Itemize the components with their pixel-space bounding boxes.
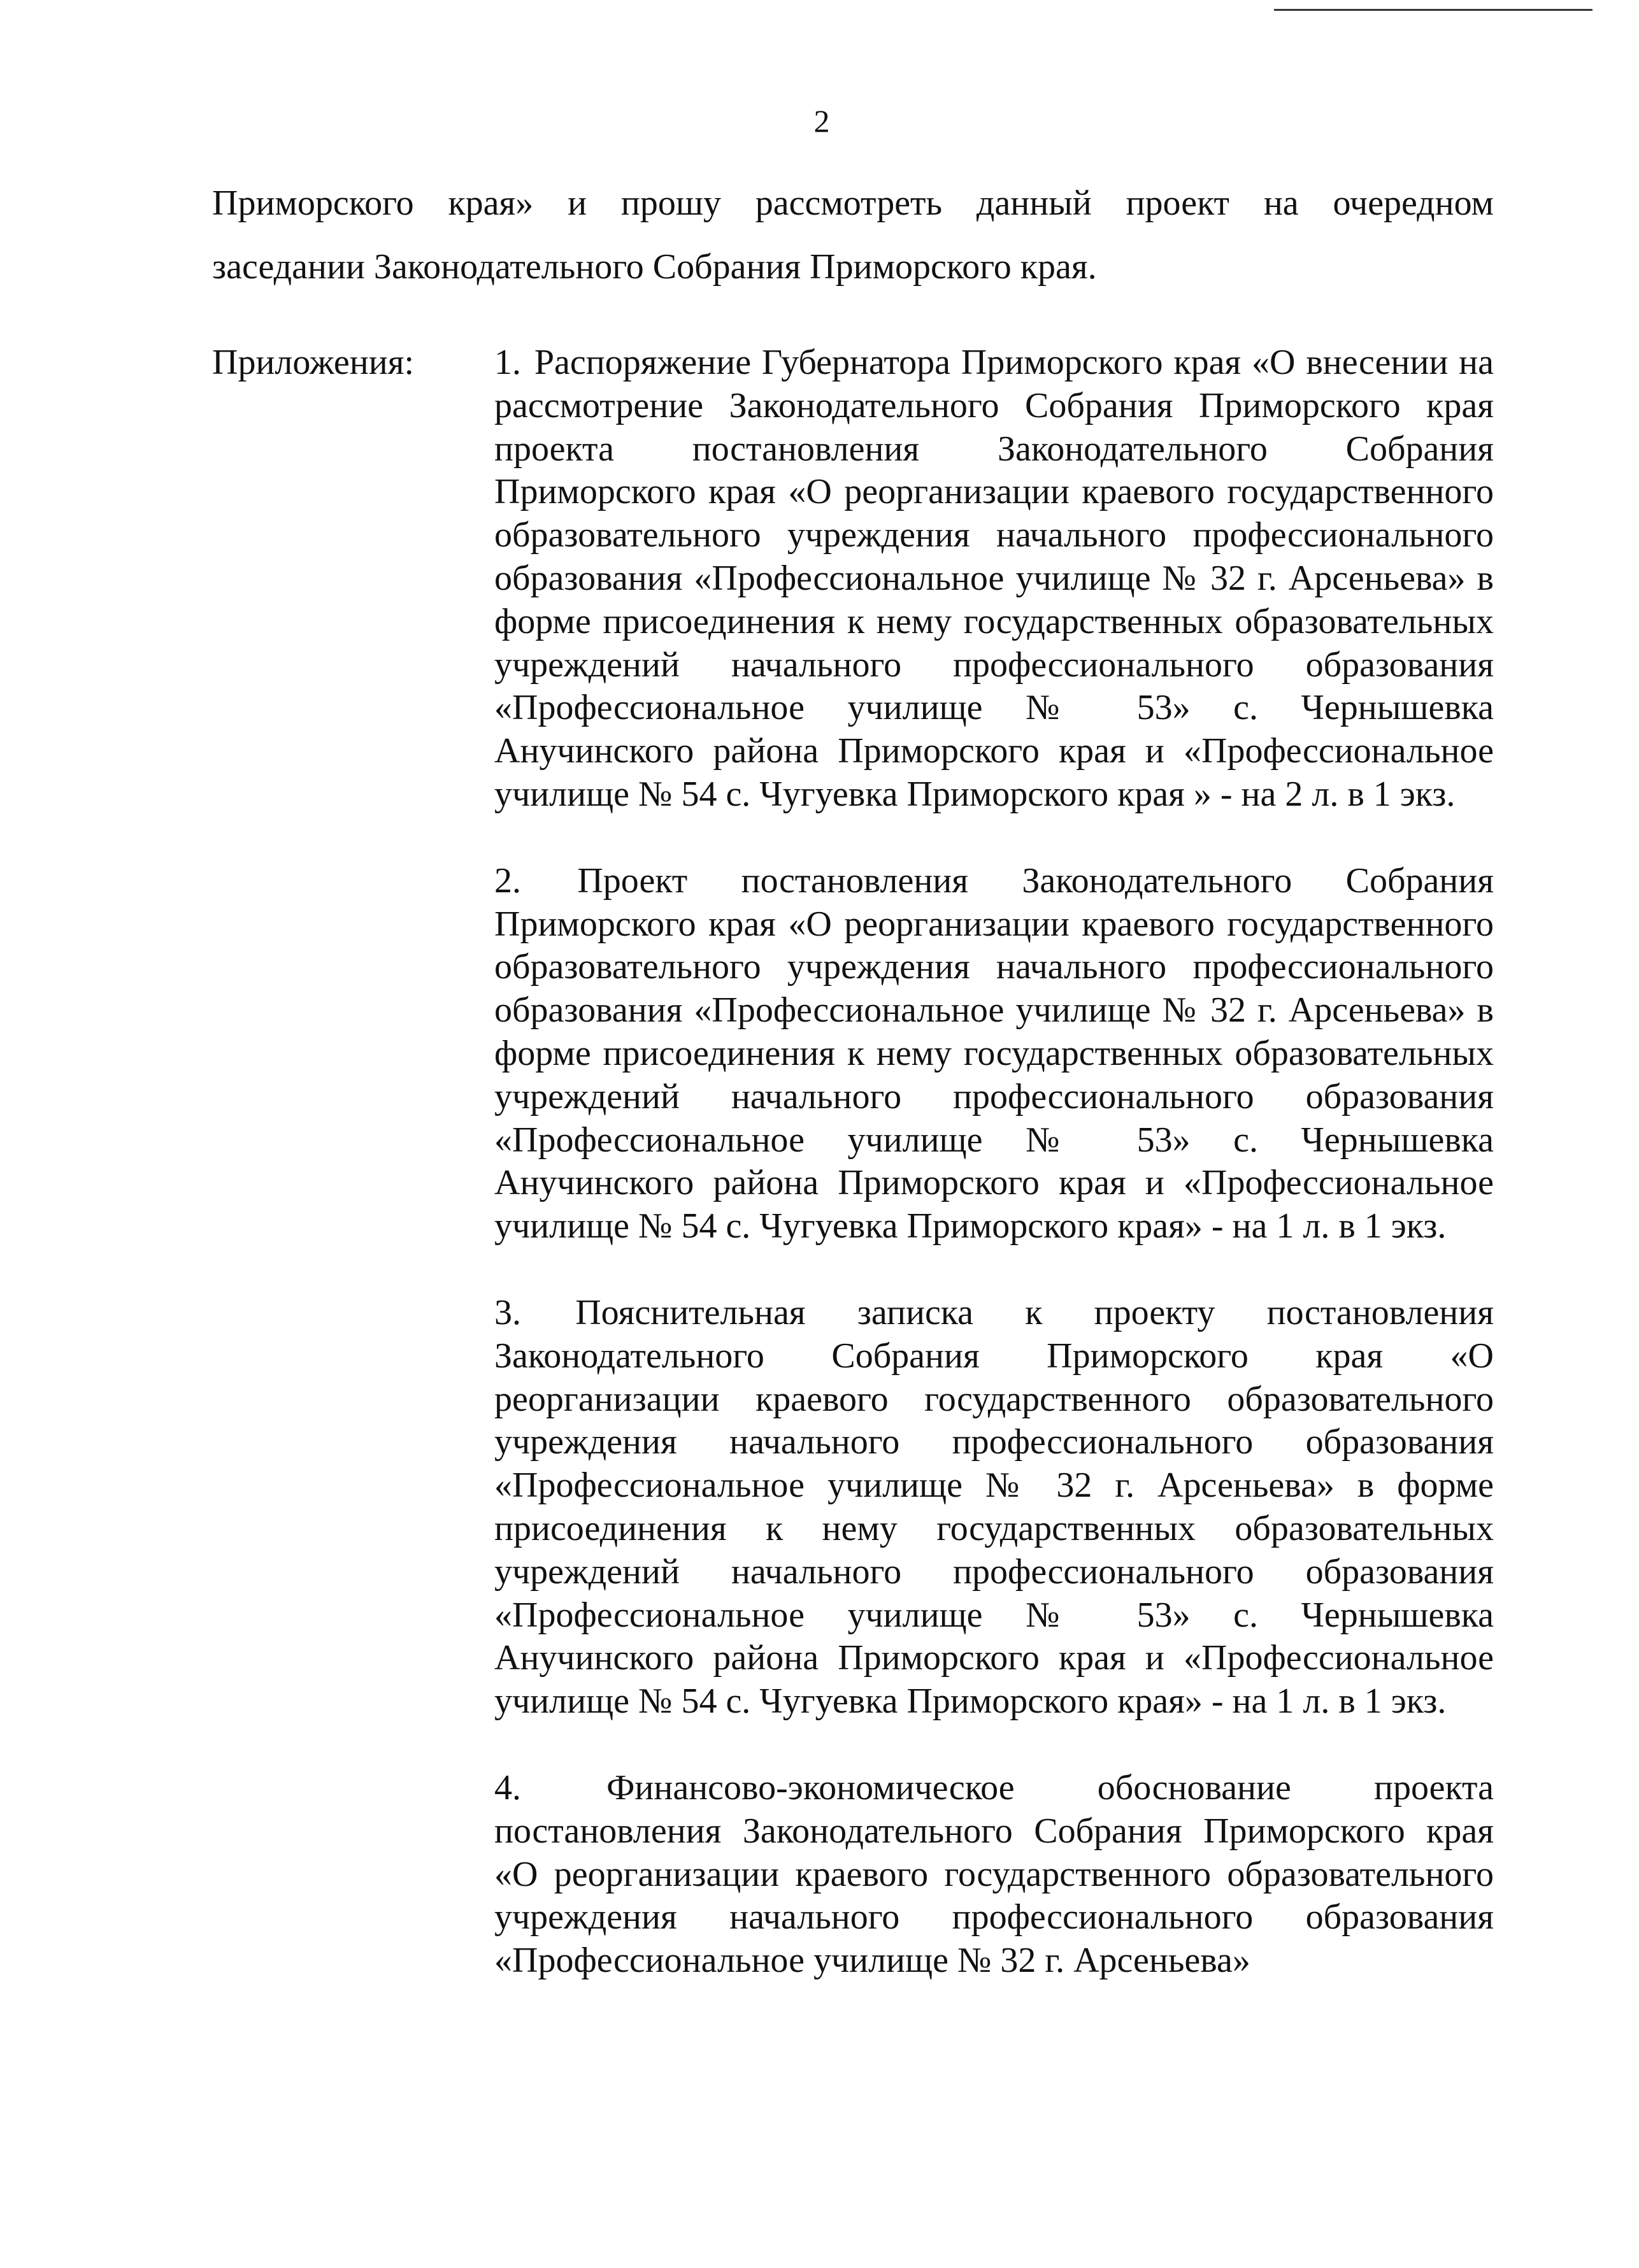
attachment-text: Пояснительная записка к проекту постановления Законодательного Собрания Приморского края «О реорганизации краевого государственного образовательного учреждения начального профессионального образования «Профессиональное училище № 32 г. Арсеньева» в форме присоединения к нему государственных образовательных учреждений начального профессионального образования «Профессиональное училище № 53» с. Чернышевка Анучинского района Приморского края и «Профессиональное училище № 54 с. Чугуевка Приморского края» - на 1 л. в 1 экз. <box>494 1292 1494 1722</box>
attachment-number: 3. <box>494 1292 521 1332</box>
attachment-number: 4. <box>494 1767 521 1808</box>
intro-paragraph-line-1: Приморского края» и прошу рассмотреть данный проект на очередном <box>212 183 1494 223</box>
attachment-text: Проект постановления Законодательного Собрания Приморского края «О реорганизации краевого государственного образовательного учреждения начального профессионального образования «Профессиональное училище № 32 г. Арсеньева» в форме присоединения к нему государственных образовательных учреждений начального профессионального образования «Профессиональное училище № 53» с. Чернышевка Анучинского района Приморского края и «Профессиональное училище № 54 с. Чугуевка Приморского края» - на 1 л. в 1 экз. <box>494 860 1494 1246</box>
intro-paragraph-line-2: заседании Законодательного Собрания Приморского края. <box>212 247 1097 287</box>
attachment-number: 1. <box>494 343 521 382</box>
attachment-number: 2. <box>494 860 521 901</box>
attachment-text: Распоряжение Губернатора Приморского края «О внесении на рассмотрение Законодательного Собрания Приморского края проекта постановления Законодательного Собрания Приморского края «О реорганизации краевого государственного образовательного учреждения начального профессионального образования «Профессиональное училище № 32 г. Арсеньева» в форме присоединения к нему государственных образовательных учреждений начального профессионального образования «Профессиональное училище № 53» с. Чернышевка Анучинского района Приморского края и «Профессиональное училище № 54 с. Чугуевка Приморского края » - на 2 л. в 1 экз. <box>494 343 1494 814</box>
attachment-text: Финансово-экономическое обоснование проекта постановления Законодательного Собрания Приморского края «О реорганизации краевого государственного образовательного учреждения начального профессионального образования «Профессиональное училище № 32 г. Арсеньева» <box>494 1767 1494 1981</box>
attachment-item <box>494 860 1494 1248</box>
attachment-item <box>494 1292 1494 1723</box>
scan-edge-line <box>1274 9 1592 11</box>
attachments-list <box>494 341 1494 2026</box>
attachment-item <box>494 341 1494 817</box>
attachments-label: Приложения: <box>212 343 415 382</box>
attachment-item <box>494 1767 1494 1983</box>
page-number: 2 <box>813 103 830 139</box>
